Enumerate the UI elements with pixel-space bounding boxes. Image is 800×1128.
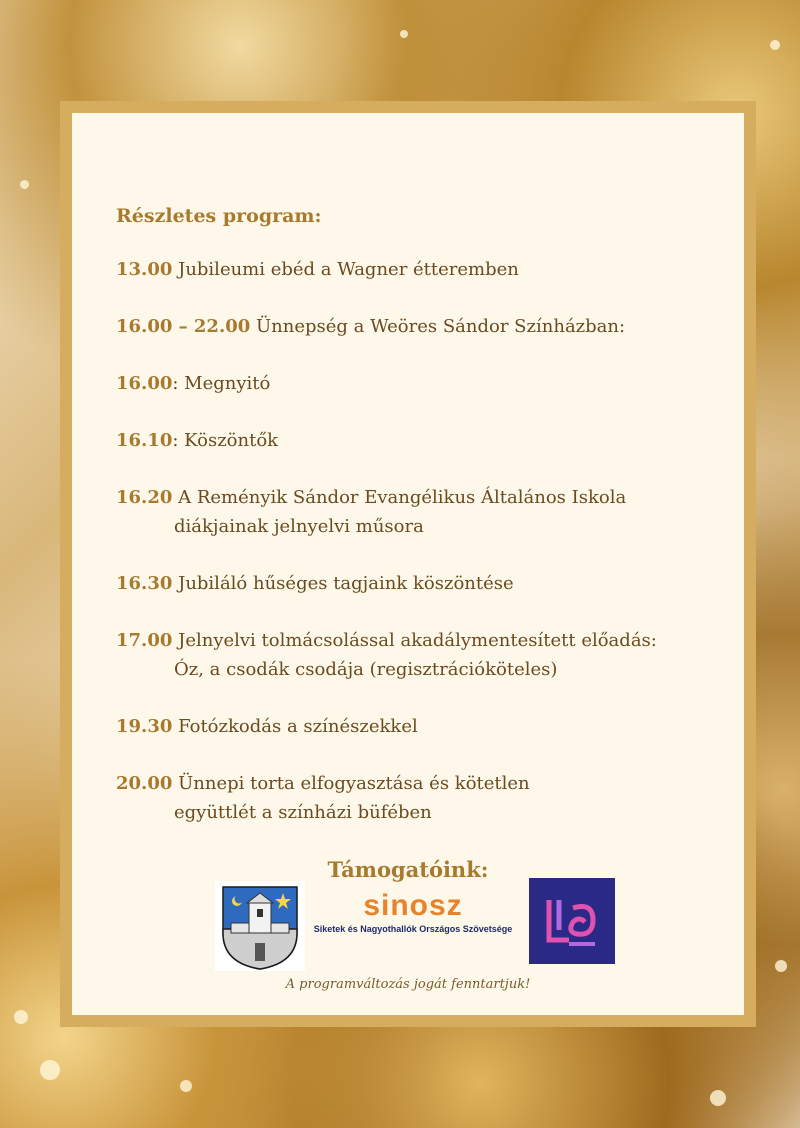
program-item <box>116 483 736 541</box>
program-item <box>116 626 736 684</box>
sparkle <box>710 1090 726 1106</box>
program-item-time: 16.00 <box>116 373 173 394</box>
program-item <box>116 712 736 741</box>
program-item-time: 16.30 <box>116 573 173 594</box>
program-item <box>116 569 736 598</box>
sparkle <box>14 1010 28 1024</box>
program-content <box>116 205 736 827</box>
program-item-text: Jubileumi ebéd a Wagner étteremben <box>172 259 519 280</box>
program-item-continuation: Óz, a csodák csodája (regisztrációköteles) <box>174 659 558 680</box>
program-item-continuation: együttlét a színházi büfében <box>174 802 432 823</box>
program-item-time: 16.00 – 22.00 <box>116 316 251 337</box>
coat-of-arms-logo <box>215 881 305 971</box>
program-item <box>116 426 736 455</box>
program-card-inner <box>72 113 744 1015</box>
program-item-text: Fotózkodás a színészekkel <box>172 716 418 737</box>
theatre-logo <box>529 878 615 964</box>
program-item-text: Jubiláló hűséges tagjaink köszöntése <box>172 573 514 594</box>
program-item <box>116 255 736 284</box>
sinosz-logo <box>308 889 518 949</box>
program-card <box>60 101 756 1027</box>
program-item-text: Jelnyelvi tolmácsolással akadálymentesített előadás: <box>172 630 657 651</box>
program-item-text: : Megnyitó <box>172 373 271 394</box>
program-list <box>116 255 736 827</box>
coat-of-arms-icon <box>215 881 305 971</box>
sparkle <box>400 30 408 38</box>
program-item <box>116 312 736 341</box>
program-item-time: 17.00 <box>116 630 173 651</box>
program-heading: Részletes program: <box>116 205 322 227</box>
program-item-text: A Reményik Sándor Evangélikus Általános Iskola <box>172 487 627 508</box>
sinosz-name: sinosz <box>363 889 463 922</box>
sinosz-subtitle: Siketek és Nagyothallók Országos Szövetsége <box>313 924 513 934</box>
sponsors-title: Támogatóink: <box>327 857 489 882</box>
program-item-text: : Köszöntők <box>172 430 279 451</box>
program-item-text: Ünnepség a Weöres Sándor Színházban: <box>250 316 626 337</box>
sparkle <box>180 1080 192 1092</box>
program-item <box>116 769 736 827</box>
program-item-time: 16.10 <box>116 430 173 451</box>
sparkle <box>20 180 29 189</box>
program-item <box>116 369 736 398</box>
program-item-time: 16.20 <box>116 487 173 508</box>
program-item-continuation: diákjainak jelnyelvi műsora <box>174 516 424 537</box>
sparkle <box>775 960 787 972</box>
program-item-time: 19.30 <box>116 716 173 737</box>
sparkle <box>40 1060 60 1080</box>
theatre-logo-icon <box>529 878 615 964</box>
sparkle <box>770 40 780 50</box>
program-item-text: Ünnepi torta elfogyasztása és kötetlen <box>172 773 530 794</box>
footer-note: A programváltozás jogát fenntartjuk! <box>285 977 531 992</box>
program-item-time: 20.00 <box>116 773 173 794</box>
program-item-time: 13.00 <box>116 259 173 280</box>
